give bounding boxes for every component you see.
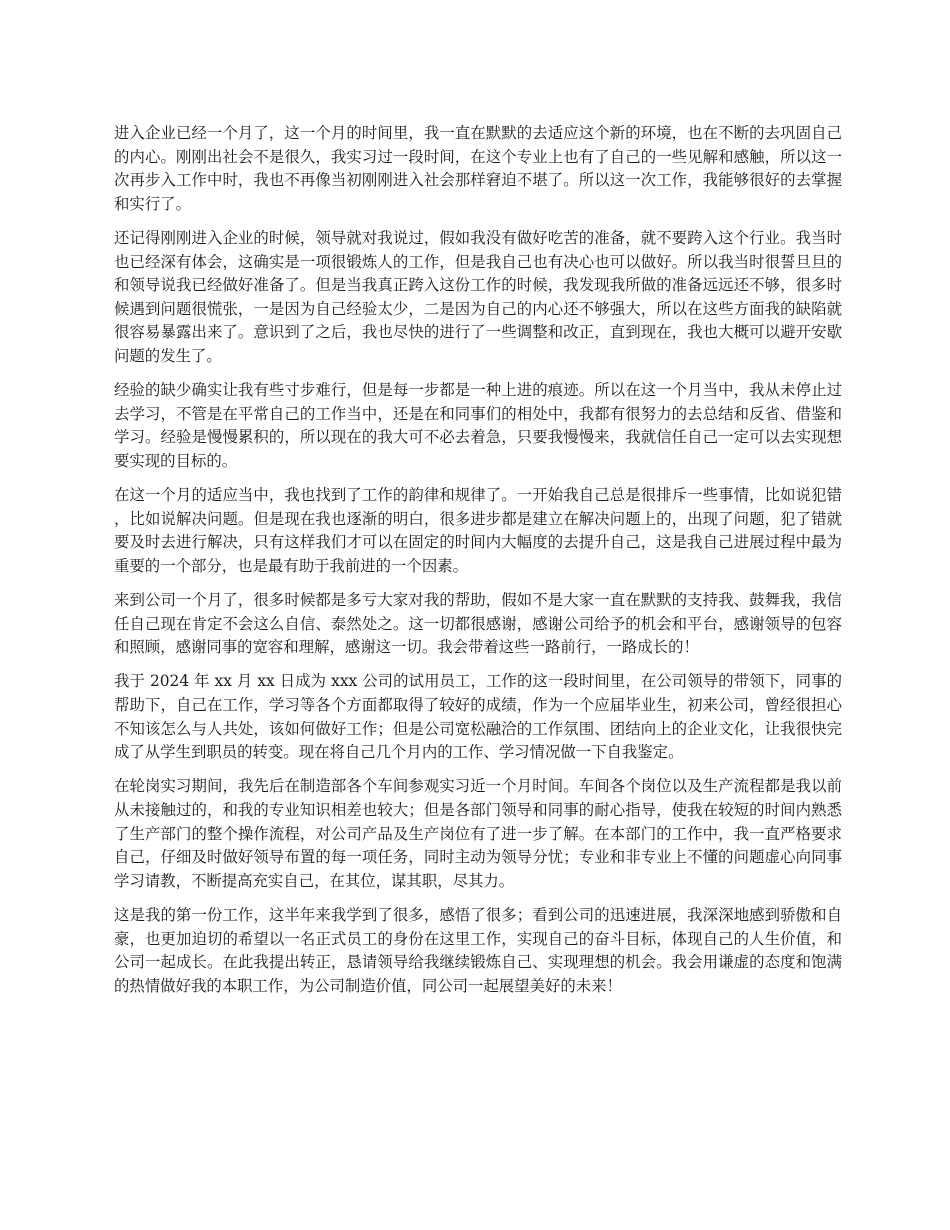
paragraph-8: 这是我的第一份工作，这半年来我学到了很多，感悟了很多；看到公司的迅速进展，我深深地感到骄傲和自豪，也更加迫切的希望以一名正式员工的身份在这里工作，实现自己的奋斗目标，体现自己的人生价值，和公司一起成长。在此我提出转正，恳请领导给我继续锻炼自己、实现理想的机会。我会用谦虚的态度和饱满的热情做好我的本职工作，为公司制造价值，同公司一起展望美好的未来！ <box>114 905 842 995</box>
paragraph-6: 我于 2024 年 xx 月 xx 日成为 xxx 公司的试用员工，工作的这一段时间里，在公司领导的带领下，同事的帮助下，自己在工作，学习等各个方面都取得了较好的成绩，作为一个应届毕业生，初来公司，曾经很担心不知该怎么与人共处，该如何做好工作；但是公司宽松融洽的工作氛围、团结向上的企业文化，让我很快完成了从学生到职员的转变。现在将自己几个月内的工作、学习情况做一下自我鉴定。 <box>114 672 842 762</box>
paragraph-5: 来到公司一个月了，很多时候都是多亏大家对我的帮助，假如不是大家一直在默默的支持我、鼓舞我，我信任自己现在肯定不会这么自信、泰然处之。这一切都很感谢，感谢公司给予的机会和平台，感谢领导的包容和照顾，感谢同事的宽容和理解，感谢这一切。我会带着这些一路前行，一路成长的！ <box>114 591 842 657</box>
paragraph-2: 还记得刚刚进入企业的时候，领导就对我说过，假如我没有做好吃苦的准备，就不要跨入这个行业。我当时也已经深有体会，这确实是一项很锻炼人的工作，但是我自己也有决心也可以做好。所以我当时很誓旦旦的和领导说我已经做好准备了。但是当我真正跨入这份工作的时候，我发现我所做的准备远远还不够，很多时候遇到问题很慌张，一是因为自己经验太少，二是因为自己的内心还不够强大，所以在这些方面我的缺陷就很容易暴露出来了。意识到了之后，我也尽快的进行了一些调整和改正，直到现在，我也大概可以避开安歇问题的发生了。 <box>114 228 842 365</box>
document-body <box>114 122 842 1009</box>
paragraph-7: 在轮岗实习期间，我先后在制造部各个车间参观实习近一个月时间。车间各个岗位以及生产流程都是我以前从未接触过的，和我的专业知识相差也较大；但是各部门领导和同事的耐心指导，使我在较短的时间内熟悉了生产部门的整个操作流程，对公司产品及生产岗位有了进一步了解。在本部门的工作中，我一直严格要求自己，仔细及时做好领导布置的每一项任务，同时主动为领导分忧；专业和非专业上不懂的问题虚心向同事学习请教，不断提高充实自己，在其位，谋其职，尽其力。 <box>114 777 842 890</box>
paragraph-3: 经验的缺少确实让我有些寸步难行，但是每一步都是一种上进的痕迹。所以在这一个月当中，我从未停止过去学习，不管是在平常自己的工作当中，还是在和同事们的相处中，我都有很努力的去总结和反省、借鉴和学习。经验是慢慢累积的，所以现在的我大可不必去着急，只要我慢慢来，我就信任自己一定可以去实现想要实现的目标的。 <box>114 381 842 470</box>
paragraph-1: 进入企业已经一个月了，这一个月的时间里，我一直在默默的去适应这个新的环境，也在不断的去巩固自己的内心。刚刚出社会不是很久，我实习过一段时间，在这个专业上也有了自己的一些见解和感触，所以这一次再步入工作中时，我也不再像当初刚刚进入社会那样窘迫不堪了。所以这一次工作，我能够很好的去掌握和实行了。 <box>114 124 842 213</box>
paragraph-4: 在这一个月的适应当中，我也找到了工作的韵律和规律了。一开始我自己总是很排斥一些事情，比如说犯错，比如说解决问题。但是现在我也逐渐的明白，很多进步都是建立在解决问题上的，出现了问题，犯了错就要及时去进行解决，只有这样我们才可以在固定的时间内大幅度的去提升自己，这是我自己进展过程中最为重要的一个部分，也是最有助于我前进的一个因素。 <box>114 486 842 575</box>
